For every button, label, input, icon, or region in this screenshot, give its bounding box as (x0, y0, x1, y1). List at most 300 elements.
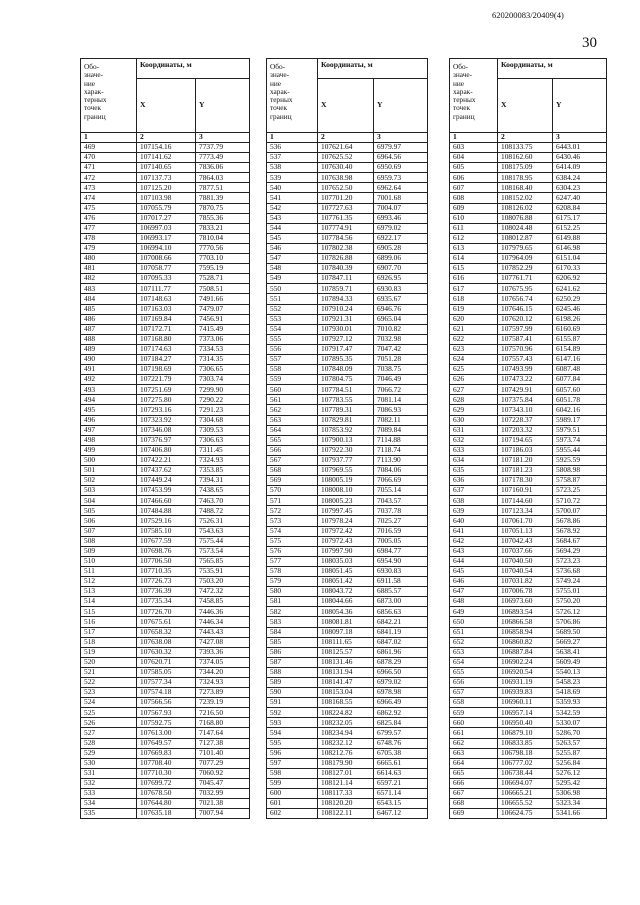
table-row (81, 455, 250, 465)
point-id-cell: 486 (81, 314, 137, 324)
x-coordinate-cell: 107473.22 (498, 375, 553, 385)
x-coordinate-cell: 108141.47 (318, 677, 374, 687)
table-row (267, 799, 428, 809)
point-id-cell: 546 (267, 243, 318, 253)
point-id-cell: 577 (267, 556, 318, 566)
point-id-cell: 498 (81, 435, 137, 445)
table-row (81, 617, 250, 627)
point-id-cell: 599 (267, 778, 318, 788)
point-id-cell: 526 (81, 718, 137, 728)
coords-header: Координаты, м (318, 59, 428, 79)
x-coordinate-cell: 107006.78 (498, 587, 553, 597)
point-id-cell: 640 (450, 516, 498, 526)
y-coordinate-cell: 7836.06 (196, 163, 250, 173)
y-coordinate-cell: 6873.00 (374, 597, 428, 607)
table-row (81, 758, 250, 768)
y-coordinate-cell: 7508.51 (196, 284, 250, 294)
point-id-cell: 648 (450, 597, 498, 607)
y-coordinate-cell: 5323.34 (553, 799, 607, 809)
point-id-cell: 652 (450, 637, 498, 647)
table-row (450, 677, 607, 687)
point-id-cell: 570 (267, 486, 318, 496)
y-coordinate-cell: 7427.08 (196, 637, 250, 647)
y-coordinate-cell: 5263.57 (553, 738, 607, 748)
y-coordinate-cell: 7573.54 (196, 546, 250, 556)
y-coordinate-cell: 6825.84 (374, 718, 428, 728)
point-id-cell: 579 (267, 577, 318, 587)
x-coordinate-cell: 107275.80 (137, 395, 196, 405)
table-row (81, 435, 250, 445)
y-coordinate-cell: 7118.74 (374, 445, 428, 455)
x-coordinate-cell: 106624.75 (498, 809, 553, 819)
x-coordinate-cell: 107930.01 (318, 324, 374, 334)
table-row (267, 486, 428, 496)
table-row (450, 213, 607, 223)
x-coordinate-cell: 107466.60 (137, 496, 196, 506)
point-id-cell: 501 (81, 466, 137, 476)
point-id-cell: 667 (450, 789, 498, 799)
x-coordinate-cell: 107198.69 (137, 365, 196, 375)
point-id-cell: 525 (81, 708, 137, 718)
x-coordinate-cell: 107181.23 (498, 466, 553, 476)
x-coordinate-cell: 108178.95 (498, 173, 553, 183)
table-row (450, 284, 607, 294)
table-row (81, 153, 250, 163)
y-coordinate-cell: 7299.90 (196, 385, 250, 395)
point-id-cell: 551 (267, 294, 318, 304)
y-coordinate-cell: 7304.68 (196, 415, 250, 425)
x-coordinate-cell: 107802.38 (318, 243, 374, 253)
col-number-3: 3 (196, 133, 250, 143)
point-id-cell: 596 (267, 748, 318, 758)
x-coordinate-cell: 107735.34 (137, 597, 196, 607)
document-id: 620200083/20409(4) (492, 10, 564, 20)
y-coordinate-cell: 6245.46 (553, 304, 607, 314)
x-coordinate-cell: 107710.30 (137, 768, 196, 778)
table-row (450, 607, 607, 617)
x-coordinate-cell: 107927.12 (318, 334, 374, 344)
x-coordinate-cell: 107699.72 (137, 778, 196, 788)
point-id-cell: 568 (267, 466, 318, 476)
point-id-cell: 482 (81, 274, 137, 284)
y-coordinate-cell: 7565.85 (196, 556, 250, 566)
table-row (81, 526, 250, 536)
table-row (267, 466, 428, 476)
table-row (267, 274, 428, 284)
col-number-1: 1 (267, 133, 318, 143)
point-id-cell: 609 (450, 203, 498, 213)
table-row (450, 758, 607, 768)
x-coordinate-cell: 107997.45 (318, 506, 374, 516)
table-row (81, 274, 250, 284)
x-coordinate-cell: 108175.09 (498, 163, 553, 173)
point-id-cell: 547 (267, 254, 318, 264)
y-coordinate-cell: 7216.50 (196, 708, 250, 718)
x-coordinate-cell: 106994.10 (137, 243, 196, 253)
y-coordinate-cell: 6250.29 (553, 294, 607, 304)
y-coordinate-cell: 7374.05 (196, 657, 250, 667)
y-coordinate-cell: 7526.31 (196, 516, 250, 526)
point-id-cell: 608 (450, 193, 498, 203)
y-coordinate-cell: 6146.98 (553, 243, 607, 253)
point-id-cell: 666 (450, 778, 498, 788)
table-row (81, 405, 250, 415)
point-id-cell: 644 (450, 556, 498, 566)
table-row (267, 304, 428, 314)
point-id-cell: 565 (267, 435, 318, 445)
y-coordinate-cell: 6962.64 (374, 183, 428, 193)
table-row (450, 264, 607, 274)
x-coordinate-cell: 107978.24 (318, 516, 374, 526)
point-id-cell: 575 (267, 536, 318, 546)
table-row (81, 163, 250, 173)
table-row (267, 324, 428, 334)
y-coordinate-cell: 5736.68 (553, 566, 607, 576)
col-number-3: 3 (553, 133, 607, 143)
point-id-cell: 634 (450, 455, 498, 465)
table-row (267, 284, 428, 294)
table-row (450, 799, 607, 809)
x-coordinate-cell: 108131.46 (318, 657, 374, 667)
point-id-cell: 485 (81, 304, 137, 314)
x-coordinate-cell: 106997.03 (137, 223, 196, 233)
table-row (450, 506, 607, 516)
x-coordinate-cell: 107848.09 (318, 365, 374, 375)
point-id-cell: 601 (267, 799, 318, 809)
y-coordinate-cell: 7491.66 (196, 294, 250, 304)
table-row (81, 657, 250, 667)
x-coordinate-cell: 108232.05 (318, 718, 374, 728)
y-coordinate-cell: 6954.90 (374, 556, 428, 566)
y-coordinate-cell: 7114.88 (374, 435, 428, 445)
point-id-cell: 647 (450, 587, 498, 597)
point-id-cell: 669 (450, 809, 498, 819)
y-coordinate-cell: 6430.46 (553, 153, 607, 163)
table-row (450, 566, 607, 576)
y-coordinate-cell: 6905.28 (374, 243, 428, 253)
x-coordinate-cell: 107784.51 (318, 385, 374, 395)
y-coordinate-cell: 5276.12 (553, 768, 607, 778)
x-coordinate-cell: 108051.42 (318, 577, 374, 587)
table-row (450, 546, 607, 556)
x-coordinate-cell: 107784.56 (318, 233, 374, 243)
table-row (81, 486, 250, 496)
y-coordinate-cell: 5973.74 (553, 435, 607, 445)
point-id-cell: 583 (267, 617, 318, 627)
y-coordinate-cell: 7773.49 (196, 153, 250, 163)
point-id-cell: 542 (267, 203, 318, 213)
x-coordinate-cell: 107203.32 (498, 425, 553, 435)
table-row (267, 213, 428, 223)
table-row (450, 657, 607, 667)
x-coordinate-cell: 107635.18 (137, 809, 196, 819)
point-id-cell: 509 (81, 546, 137, 556)
table-row (267, 688, 428, 698)
x-coordinate-cell: 108012.87 (498, 233, 553, 243)
point-id-cell: 598 (267, 768, 318, 778)
x-header: X (498, 78, 553, 132)
y-coordinate-cell: 6571.14 (374, 789, 428, 799)
y-coordinate-cell: 6543.15 (374, 799, 428, 809)
x-coordinate-cell: 107346.08 (137, 425, 196, 435)
table-row (81, 556, 250, 566)
point-id-cell: 627 (450, 385, 498, 395)
table-row (450, 768, 607, 778)
point-id-cell: 643 (450, 546, 498, 556)
y-coordinate-cell: 7303.74 (196, 375, 250, 385)
x-coordinate-cell: 108224.82 (318, 708, 374, 718)
x-coordinate-cell: 106931.19 (498, 677, 553, 687)
point-id-cell: 572 (267, 506, 318, 516)
x-coordinate-cell: 107484.88 (137, 506, 196, 516)
x-coordinate-cell: 107726.70 (137, 607, 196, 617)
x-coordinate-cell: 106887.84 (498, 647, 553, 657)
table-row (81, 768, 250, 778)
point-id-cell: 661 (450, 728, 498, 738)
y-coordinate-cell: 6155.87 (553, 334, 607, 344)
table-row (450, 556, 607, 566)
y-coordinate-cell: 7881.39 (196, 193, 250, 203)
table-row (267, 415, 428, 425)
x-coordinate-cell: 107567.93 (137, 708, 196, 718)
x-coordinate-cell: 107163.03 (137, 304, 196, 314)
y-coordinate-cell: 7737.79 (196, 143, 250, 153)
table-row (267, 183, 428, 193)
y-coordinate-cell: 5749.24 (553, 577, 607, 587)
table-row (450, 647, 607, 657)
y-coordinate-cell: 5330.07 (553, 718, 607, 728)
y-coordinate-cell: 7394.31 (196, 476, 250, 486)
table-row (81, 607, 250, 617)
point-id-cell: 469 (81, 143, 137, 153)
point-id-cell: 524 (81, 698, 137, 708)
table-row (267, 758, 428, 768)
point-id-cell: 630 (450, 415, 498, 425)
table-row (267, 778, 428, 788)
point-id-cell: 481 (81, 264, 137, 274)
y-coordinate-cell: 6978.98 (374, 688, 428, 698)
y-coordinate-cell: 6304.23 (553, 183, 607, 193)
table-row (81, 445, 250, 455)
point-id-cell: 480 (81, 254, 137, 264)
table-row (81, 597, 250, 607)
y-coordinate-cell: 7004.07 (374, 203, 428, 213)
table-row (450, 466, 607, 476)
y-coordinate-cell: 7037.78 (374, 506, 428, 516)
x-coordinate-cell: 106738.44 (498, 768, 553, 778)
table-row (450, 536, 607, 546)
table-row (450, 233, 607, 243)
table-row (450, 789, 607, 799)
point-id-cell: 578 (267, 566, 318, 576)
point-id-cell: 484 (81, 294, 137, 304)
point-id-cell: 479 (81, 243, 137, 253)
y-coordinate-cell: 6862.92 (374, 708, 428, 718)
coordinates-table-1 (80, 58, 250, 819)
point-id-cell: 610 (450, 213, 498, 223)
table-row (267, 536, 428, 546)
point-id-cell: 635 (450, 466, 498, 476)
point-id-cell: 499 (81, 445, 137, 455)
y-coordinate-cell: 7314.35 (196, 354, 250, 364)
point-id-cell: 607 (450, 183, 498, 193)
point-id-cell: 516 (81, 617, 137, 627)
point-id-cell: 553 (267, 314, 318, 324)
table-row (267, 496, 428, 506)
x-coordinate-cell: 107061.70 (498, 516, 553, 526)
table-row (81, 314, 250, 324)
table-row (267, 809, 428, 819)
y-coordinate-cell: 7051.28 (374, 354, 428, 364)
x-coordinate-cell: 108168.55 (318, 698, 374, 708)
x-coordinate-cell: 107095.33 (137, 274, 196, 284)
point-id-cell: 622 (450, 334, 498, 344)
point-header: Обо- значе- ние харак- терных точек границ (267, 59, 318, 133)
y-coordinate-cell: 6042.16 (553, 405, 607, 415)
point-id-cell: 507 (81, 526, 137, 536)
x-coordinate-cell: 107894.33 (318, 294, 374, 304)
point-id-cell: 574 (267, 526, 318, 536)
point-id-cell: 623 (450, 344, 498, 354)
point-id-cell: 538 (267, 163, 318, 173)
table-row (81, 778, 250, 788)
table-row (267, 153, 428, 163)
y-coordinate-cell: 5458.23 (553, 677, 607, 687)
x-coordinate-cell: 107630.40 (318, 163, 374, 173)
point-id-cell: 513 (81, 587, 137, 597)
point-id-cell: 500 (81, 455, 137, 465)
point-id-cell: 573 (267, 516, 318, 526)
y-coordinate-cell: 7043.57 (374, 496, 428, 506)
point-id-cell: 664 (450, 758, 498, 768)
x-coordinate-cell: 107656.74 (498, 294, 553, 304)
table-row (81, 809, 250, 819)
table-row (81, 546, 250, 556)
point-id-cell: 586 (267, 647, 318, 657)
point-id-cell: 629 (450, 405, 498, 415)
point-id-cell: 477 (81, 223, 137, 233)
x-coordinate-cell: 108008.10 (318, 486, 374, 496)
x-coordinate-cell: 108131.94 (318, 667, 374, 677)
point-id-cell: 637 (450, 486, 498, 496)
point-id-cell: 520 (81, 657, 137, 667)
point-id-cell: 505 (81, 506, 137, 516)
point-id-cell: 536 (267, 143, 318, 153)
point-id-cell: 653 (450, 647, 498, 657)
x-coordinate-cell: 107669.83 (137, 748, 196, 758)
table-row (267, 526, 428, 536)
table-row (267, 657, 428, 667)
point-id-cell: 470 (81, 153, 137, 163)
table-row (267, 647, 428, 657)
x-coordinate-cell: 106665.21 (498, 789, 553, 799)
point-id-cell: 613 (450, 243, 498, 253)
table-row (450, 708, 607, 718)
table-row (81, 233, 250, 243)
x-coordinate-cell: 106860.82 (498, 637, 553, 647)
y-coordinate-cell: 7344.20 (196, 667, 250, 677)
x-coordinate-cell: 107613.00 (137, 728, 196, 738)
x-coordinate-cell: 106777.02 (498, 758, 553, 768)
y-coordinate-cell: 6051.78 (553, 395, 607, 405)
y-coordinate-cell: 7324.93 (196, 455, 250, 465)
x-coordinate-cell: 106960.11 (498, 698, 553, 708)
y-coordinate-cell: 6930.83 (374, 284, 428, 294)
column-numbers-row (450, 133, 607, 143)
y-coordinate-cell: 5723.23 (553, 556, 607, 566)
point-id-cell: 611 (450, 223, 498, 233)
y-coordinate-cell: 7535.91 (196, 566, 250, 576)
x-coordinate-cell: 107675.61 (137, 617, 196, 627)
y-coordinate-cell: 7528.71 (196, 274, 250, 284)
y-coordinate-cell: 7324.93 (196, 677, 250, 687)
point-id-cell: 639 (450, 506, 498, 516)
table-row (450, 748, 607, 758)
x-coordinate-cell: 107652.50 (318, 183, 374, 193)
table-row (81, 728, 250, 738)
y-coordinate-cell: 7147.64 (196, 728, 250, 738)
table-row (450, 324, 607, 334)
point-id-cell: 563 (267, 415, 318, 425)
x-coordinate-cell: 107529.16 (137, 516, 196, 526)
table-row (450, 577, 607, 587)
x-coordinate-cell: 108120.20 (318, 799, 374, 809)
y-coordinate-cell: 7084.06 (374, 466, 428, 476)
point-id-cell: 662 (450, 738, 498, 748)
table-row (267, 476, 428, 486)
table-row (267, 718, 428, 728)
y-coordinate-cell: 7239.19 (196, 698, 250, 708)
x-coordinate-cell: 108111.65 (318, 637, 374, 647)
point-id-cell: 490 (81, 354, 137, 364)
table-row (450, 597, 607, 607)
y-coordinate-cell: 5638.41 (553, 647, 607, 657)
table-row (267, 546, 428, 556)
table-row (450, 526, 607, 536)
table-row (450, 809, 607, 819)
point-id-cell: 549 (267, 274, 318, 284)
x-coordinate-cell: 108153.04 (318, 688, 374, 698)
point-id-cell: 528 (81, 738, 137, 748)
table-row (81, 718, 250, 728)
point-id-cell: 554 (267, 324, 318, 334)
x-coordinate-cell: 107437.62 (137, 466, 196, 476)
point-id-cell: 588 (267, 667, 318, 677)
y-coordinate-cell: 7472.32 (196, 587, 250, 597)
point-id-cell: 473 (81, 183, 137, 193)
table-row (267, 435, 428, 445)
table-row (450, 254, 607, 264)
coords-header: Координаты, м (498, 59, 607, 79)
table-row (81, 203, 250, 213)
coords-header: Координаты, м (137, 59, 250, 79)
y-coordinate-cell: 6979.02 (374, 677, 428, 687)
x-coordinate-cell: 107638.98 (318, 173, 374, 183)
y-coordinate-cell: 7810.04 (196, 233, 250, 243)
point-id-cell: 475 (81, 203, 137, 213)
x-coordinate-cell: 107144.60 (498, 496, 553, 506)
point-id-cell: 571 (267, 496, 318, 506)
x-coordinate-cell: 108212.76 (318, 748, 374, 758)
point-id-cell: 651 (450, 627, 498, 637)
point-id-cell: 511 (81, 566, 137, 576)
y-coordinate-cell: 6170.33 (553, 264, 607, 274)
x-coordinate-cell: 107055.79 (137, 203, 196, 213)
y-coordinate-cell: 6979.97 (374, 143, 428, 153)
table-row (81, 536, 250, 546)
x-coordinate-cell: 107194.65 (498, 435, 553, 445)
x-coordinate-cell: 107587.41 (498, 334, 553, 344)
